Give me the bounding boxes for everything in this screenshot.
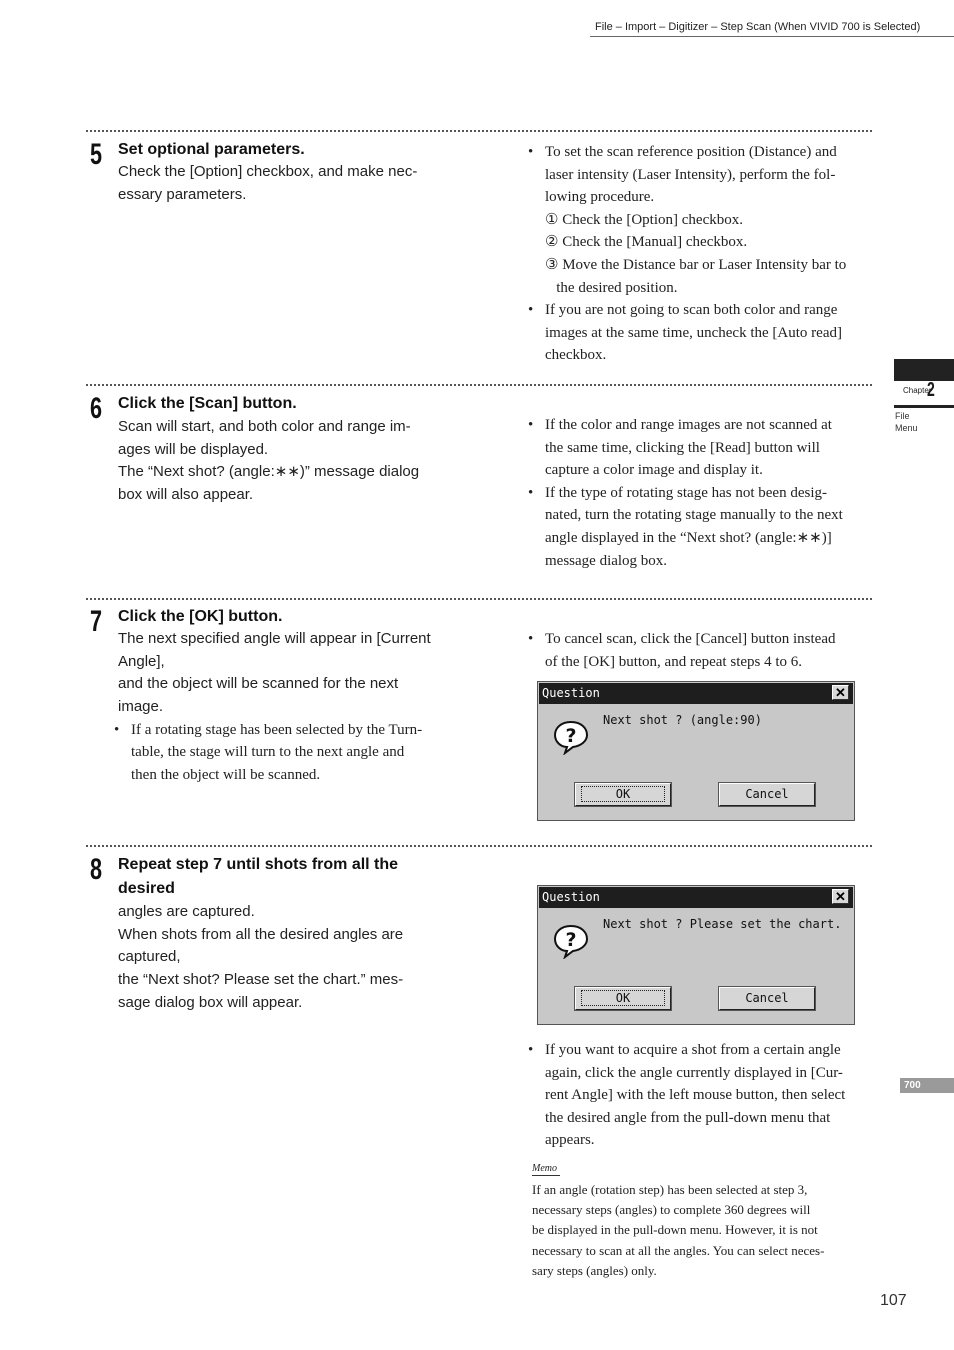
- body-line: ages will be displayed.: [118, 440, 269, 458]
- sub-bullet-line: [114, 764, 422, 786]
- step-number: 6: [90, 392, 103, 425]
- step-title: Click the [Scan] button.: [118, 395, 297, 412]
- note-text: If you are not going to scan both color and range: [545, 302, 838, 319]
- step-number: 7: [90, 605, 103, 638]
- note-line: [528, 482, 843, 505]
- note-line: [528, 299, 846, 322]
- note-text: of the [OK] button, and repeat steps 4 to 6.: [545, 653, 803, 670]
- note-line: [528, 1039, 845, 1062]
- memo-line: If an angle (rotation step) has been selected at step 3,: [532, 1182, 808, 1197]
- note-line: [528, 1107, 845, 1130]
- note-text: nated, turn the rotating stage manually to the next: [545, 507, 843, 524]
- bullet-mark: •: [528, 417, 534, 433]
- note-text: If the type of rotating stage has not been desig-: [545, 484, 827, 501]
- chapter-number: 2: [927, 379, 935, 401]
- step-title: Set optional parameters.: [118, 141, 305, 158]
- body-line: The next specified angle will appear in [Current: [118, 630, 431, 647]
- body-line: image.: [118, 698, 164, 716]
- memo-text: [532, 1180, 824, 1281]
- sub-bullet-text: table, the stage will turn to the next angle and: [131, 744, 405, 761]
- body-line: sage dialog box will appear.: [118, 993, 303, 1011]
- note-text: capture a color image and display it.: [545, 462, 763, 479]
- note-line: [528, 550, 843, 573]
- dialog-message: Next shot ? Please set the chart.: [603, 917, 842, 931]
- note-text: appears.: [545, 1132, 595, 1149]
- body-line: Scan will start, and both color and range im-: [118, 418, 411, 435]
- memo-line: be displayed in the pull-down menu. However, it is not: [532, 1222, 818, 1238]
- note-line: [528, 186, 846, 209]
- note-line: [528, 164, 846, 187]
- section-divider: [86, 384, 872, 386]
- step-body: [118, 161, 417, 206]
- step-title: Click the [OK] button.: [118, 608, 283, 625]
- note-line: [528, 459, 843, 482]
- bullet-mark: •: [528, 1042, 534, 1058]
- bullet-mark: •: [528, 631, 534, 647]
- note-line: [528, 277, 846, 300]
- note-text: again, click the angle currently displayed in [Cur-: [545, 1064, 843, 1081]
- note-text: To set the scan reference position (Distance) and: [545, 144, 837, 160]
- note-line: [528, 344, 846, 367]
- note-line: [528, 527, 843, 550]
- ok-label: OK: [581, 786, 665, 802]
- question-dialog: [537, 681, 855, 821]
- step-sub-bullet: [114, 719, 422, 786]
- note-text: checkbox.: [545, 347, 607, 364]
- step-notes: [528, 1039, 845, 1152]
- body-line: box will also appear.: [118, 486, 254, 504]
- body-line: the “Next shot? Please set the chart.” mes-: [118, 971, 404, 989]
- note-text: images at the same time, uncheck the [Auto read]: [545, 324, 842, 341]
- note-line: [528, 1084, 845, 1107]
- step-body: [118, 416, 419, 507]
- title-line: desired: [118, 880, 175, 897]
- memo-line: necessary to scan at all the angles. You can select neces-: [532, 1242, 825, 1258]
- ok-button[interactable]: [575, 987, 671, 1010]
- dialog-title: Question: [539, 683, 853, 704]
- bullet-mark: •: [528, 484, 534, 501]
- note-text: angle displayed in the “Next shot? (angle:∗∗)]: [545, 529, 832, 546]
- cancel-button[interactable]: Cancel: [719, 783, 815, 806]
- step-title: [118, 853, 398, 901]
- step-number: 8: [90, 853, 103, 886]
- note-line: [528, 628, 836, 651]
- body-line: The “Next shot? (angle:∗∗)” message dialog: [118, 463, 420, 481]
- note-text: rent Angle] with the left mouse button, then select: [545, 1087, 846, 1104]
- sub-bullet-line: • If a rotating stage has been selected by the Turn-: [114, 722, 423, 738]
- note-line: [528, 1129, 845, 1152]
- note-text: message dialog box.: [545, 552, 668, 569]
- svg-text:?: ?: [565, 725, 577, 747]
- body-line: essary parameters.: [118, 185, 247, 203]
- side-menu-line: Menu: [895, 423, 918, 433]
- note-text: If you want to acquire a shot from a certain angle: [545, 1042, 841, 1058]
- section-divider: [86, 598, 872, 600]
- note-text: the desired angle from the pull-down menu that: [545, 1109, 831, 1126]
- header-breadcrumb: File – Import – Digitizer – Step Scan (When VIVID 700 is Selected): [595, 21, 921, 33]
- note-text: ① Check the [Option] checkbox.: [545, 211, 743, 228]
- step-body: [118, 901, 403, 1015]
- note-text: ② Check the [Manual] checkbox.: [545, 234, 748, 251]
- memo-line: necessary steps (angles) to complete 360 degrees will: [532, 1202, 811, 1218]
- question-icon: [553, 923, 589, 959]
- chapter-label: Chapter: [903, 386, 932, 395]
- page-number: 107: [880, 1292, 907, 1309]
- body-line: and the object will be scanned for the next: [118, 675, 399, 693]
- close-icon[interactable]: ✕: [832, 685, 849, 700]
- model-tab: 700: [900, 1078, 954, 1093]
- question-icon: [553, 719, 589, 755]
- step-notes: [528, 414, 843, 572]
- body-line: angles are captured.: [118, 903, 255, 920]
- note-text: the same time, clicking the [Read] button will: [545, 439, 820, 456]
- svg-text:?: ?: [565, 929, 577, 951]
- note-text: To cancel scan, click the [Cancel] button instead: [545, 631, 836, 647]
- section-divider: [86, 845, 872, 847]
- memo-line: sary steps (angles) only.: [532, 1262, 657, 1278]
- question-dialog: [537, 885, 855, 1025]
- dialog-message: Next shot ? (angle:90): [603, 713, 762, 727]
- step-number: 5: [90, 138, 103, 171]
- section-divider: [86, 130, 872, 132]
- body-line: Check the [Option] checkbox, and make nec-: [118, 163, 418, 180]
- close-icon[interactable]: ✕: [832, 889, 849, 904]
- note-line: [528, 141, 846, 164]
- step-notes: [528, 628, 836, 673]
- note-text: lowing procedure.: [545, 189, 655, 206]
- header-rule: [590, 36, 954, 37]
- note-line: [528, 209, 846, 232]
- bullet-mark: •: [528, 144, 534, 160]
- note-text: the desired position.: [545, 279, 678, 296]
- note-line: [528, 437, 843, 460]
- title-line: Repeat step 7 until shots from all the: [118, 856, 399, 873]
- body-line: When shots from all the desired angles are: [118, 925, 404, 943]
- dialog-title: Question: [539, 887, 853, 908]
- chapter-tab: [894, 359, 954, 381]
- sub-bullet-line: [114, 741, 422, 763]
- side-menu-label: [895, 410, 918, 434]
- note-line: [528, 414, 843, 437]
- ok-button[interactable]: [575, 783, 671, 806]
- sub-bullet-text: If a rotating stage has been selected by the Turn-: [131, 722, 423, 738]
- ok-label: OK: [581, 990, 665, 1006]
- step-body: [118, 628, 431, 719]
- note-line: [528, 1062, 845, 1085]
- note-line: [528, 254, 846, 277]
- note-line: [528, 504, 843, 527]
- note-line: [528, 651, 836, 674]
- cancel-button[interactable]: Cancel: [719, 987, 815, 1010]
- body-line: Angle],: [118, 652, 165, 670]
- note-text: laser intensity (Laser Intensity), perform the fol-: [545, 166, 836, 183]
- chapter-rule: [894, 405, 954, 408]
- side-menu-line: File: [895, 411, 910, 421]
- note-line: [528, 231, 846, 254]
- note-text: If the color and range images are not scanned at: [545, 417, 832, 433]
- step-notes: [528, 141, 846, 367]
- bullet-mark: •: [528, 302, 534, 319]
- memo-icon: Memo: [532, 1163, 560, 1176]
- note-text: ③ Move the Distance bar or Laser Intensity bar to: [545, 256, 847, 273]
- body-line: captured,: [118, 948, 181, 966]
- sub-bullet-text: then the object will be scanned.: [131, 766, 321, 783]
- note-line: [528, 322, 846, 345]
